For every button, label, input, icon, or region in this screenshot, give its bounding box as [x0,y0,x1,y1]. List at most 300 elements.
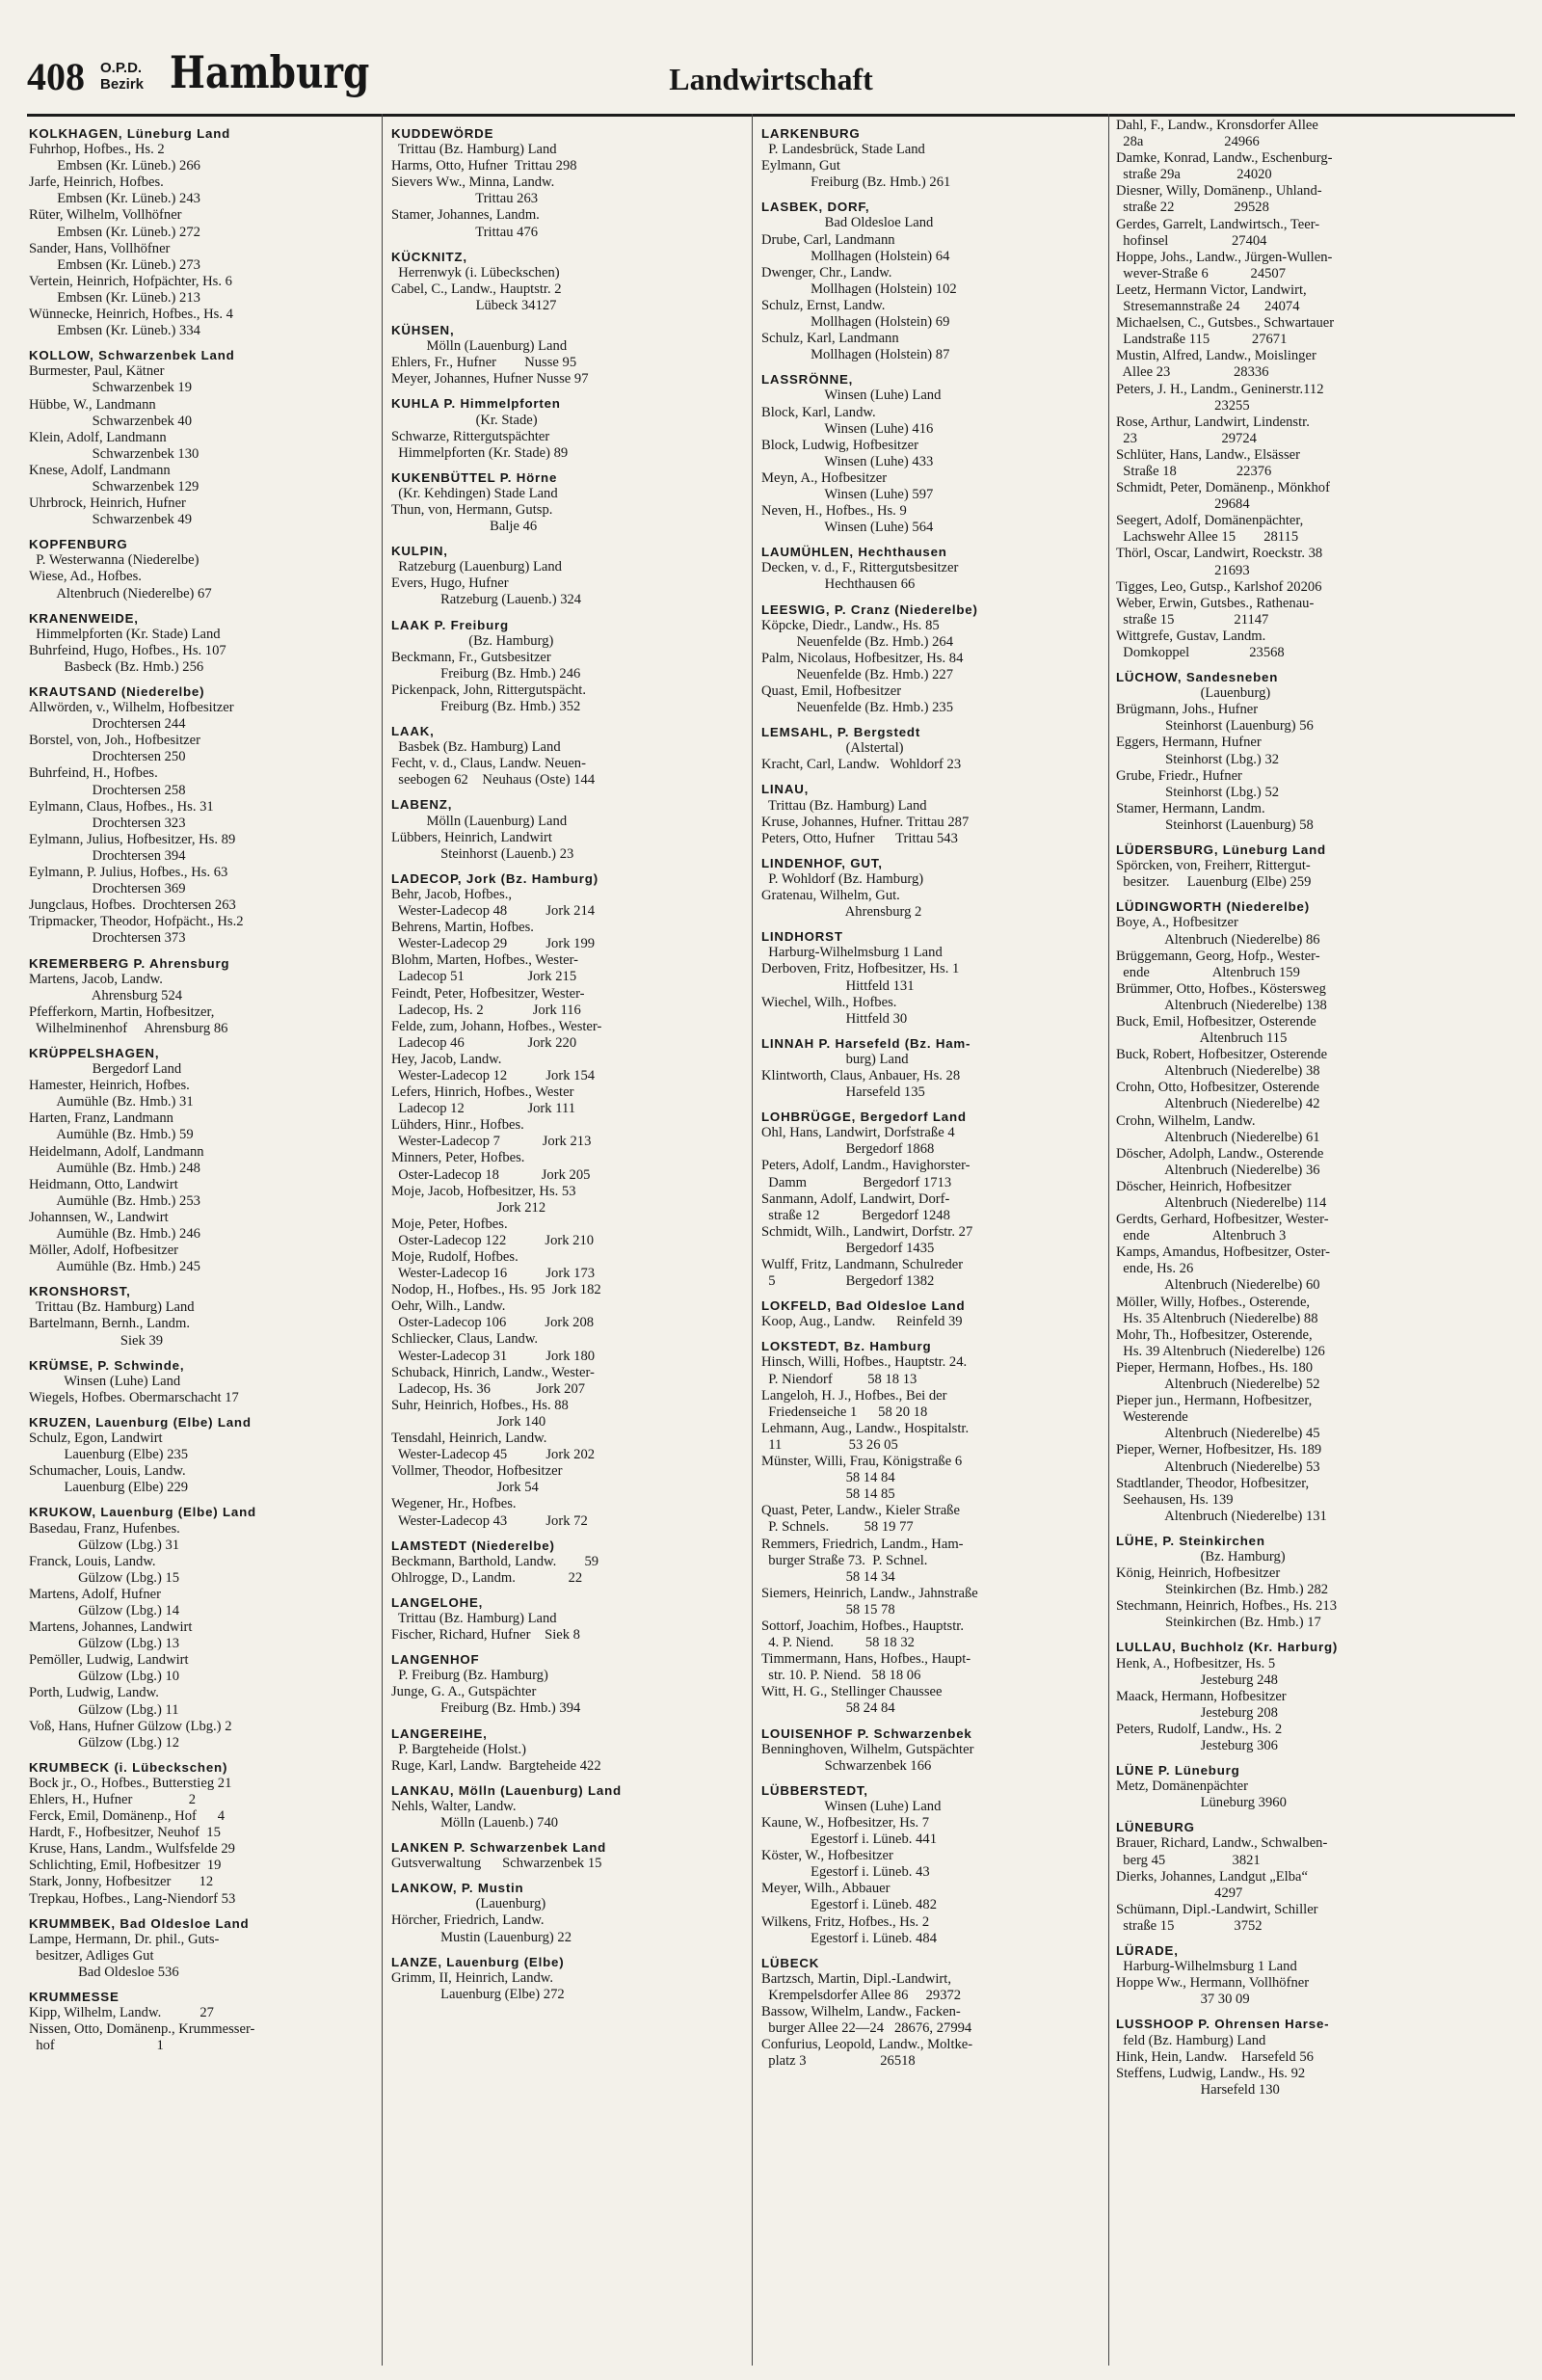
entry-line: Crohn, Otto, Hofbesitzer, Osterende [1116,1080,1319,1096]
locality-heading: KRANENWEIDE, [29,610,139,626]
locality-heading: LÜNEBURG [1116,1820,1195,1835]
entry-line: Schliecker, Claus, Landw. [391,1331,539,1348]
entry-line: Schwarzenbek 130 [29,445,199,462]
entry-line: Embsen (Kr. Lüneb.) 243 [29,191,200,207]
entry-line: Jork 54 [391,1480,539,1496]
entry-line: platz 3 26518 [761,2053,916,2070]
entry-line: Allwörden, v., Wilhelm, Hofbesitzer [29,700,234,716]
entry-line: Hoppe Ww., Hermann, Vollhöfner [1116,1975,1310,1992]
entry-line: Himmelpforten (Kr. Stade) Land [29,626,221,642]
entry-line: Ladecop, Hs. 2 Jork 116 [391,1002,581,1018]
entry-line: Beckmann, Fr., Gutsbesitzer [391,649,551,665]
entry-line: Winsen (Luhe) 597 [761,486,934,502]
entry-line: Decken, v. d., F., Rittergutsbesitzer [761,560,959,576]
entry-line: Mollhagen (Holstein) 87 [761,347,950,363]
locality-heading: LANKAU, Mölln (Lauenburg) Land [391,1782,622,1798]
locality-heading: LOKSTEDT, Bz. Hamburg [761,1339,932,1354]
entry-line: Trittau (Bz. Hamburg) Land [391,142,557,158]
entry-line: (Bz. Hamburg) [391,632,554,649]
entry-line: Steinkirchen (Bz. Hmb.) 282 [1116,1582,1329,1598]
entry-line: Krempelsdorfer Allee 86 29372 [761,1987,962,2003]
entry-line: Jesteburg 248 [1116,1671,1278,1688]
entry-line: Hittfeld 131 [761,977,915,994]
entry-line: Gutsverwaltung Schwarzenbek 15 [391,1856,602,1872]
entry-line: Uhrbrock, Heinrich, Hufner [29,495,186,512]
entry-line: Moje, Rudolf, Hofbes. [391,1249,518,1265]
entry-line: burger Allee 22—24 28676, 27994 [761,2020,972,2037]
entry-line: Schumacher, Louis, Landw. [29,1463,186,1480]
entry-line: Eggers, Hermann, Hufner [1116,735,1262,751]
entry-line: Altenbruch (Niederelbe) 138 [1116,997,1327,1013]
locality-heading: KÜHSEN, [391,323,455,338]
entry-line: Siek 39 [29,1332,164,1349]
entry-line: Basedau, Franz, Hufenbes. [29,1520,180,1537]
entry-line: Kamps, Amandus, Hofbesitzer, Oster- [1116,1244,1331,1261]
entry-line: Burmester, Paul, Kätner [29,363,165,380]
entry-line: Freiburg (Bz. Hmb.) 352 [391,699,581,714]
entry-line: Bergedorf Land [29,1061,182,1078]
locality-heading: LÜDERSBURG, Lüneburg Land [1116,842,1326,858]
entry-line: hofinsel 27404 [1116,232,1267,249]
entry-line: Spörcken, von, Freiherr, Rittergut- [1116,858,1311,874]
entry-line: Schulz, Karl, Landmann [761,331,899,347]
entry-line: Harburg-Wilhelmsburg 1 Land [761,945,943,961]
entry-line: Cabel, C., Landw., Hauptstr. 2 [391,281,562,297]
entry-line: Franck, Louis, Landw. [29,1553,156,1569]
entry-line: Sander, Hans, Vollhöfner [29,240,171,256]
entry-line: Mollhagen (Holstein) 64 [761,248,950,264]
entry-line: Lachswehr Allee 15 28115 [1116,529,1299,546]
locality-heading: LAUMÜHLEN, Hechthausen [761,545,947,560]
entry-line: Thun, von, Hermann, Gutsp. [391,501,553,518]
entry-line: P. Westerwanna (Niederelbe) [29,552,199,569]
entry-line: Drochtersen 394 [29,847,186,864]
entry-line: Oster-Ladecop 106 Jork 208 [391,1315,595,1331]
locality-heading: LEESWIG, P. Cranz (Niederelbe) [761,602,978,617]
entry-line: 5 Bergedorf 1382 [761,1273,935,1290]
entry-line: Winsen (Luhe) Land [761,1798,942,1814]
entry-line: Stresemannstraße 24 24074 [1116,299,1300,315]
entry-line: Stamer, Johannes, Landm. [391,207,540,224]
entry-line: Crohn, Wilhelm, Landw. [1116,1112,1256,1129]
entry-line: Drochtersen 244 [29,716,186,733]
entry-line: Hoppe, Johs., Landw., Jürgen-Wullen- [1116,249,1333,265]
entry-line: Steinhorst (Lauenburg) 56 [1116,718,1314,735]
entry-line: Ahrensburg 2 [761,904,922,921]
locality-heading: KRUMBECK (i. Lübeckschen) [29,1759,228,1775]
entry-line: Altenbruch (Niederelbe) 131 [1116,1508,1327,1524]
entry-line: Winsen (Luhe) 433 [761,453,934,469]
entry-line: Jork 140 [391,1413,546,1430]
entry-line: Buck, Robert, Hofbesitzer, Osterende [1116,1047,1328,1063]
entry-line: Witt, H. G., Stellinger Chaussee [761,1684,943,1700]
locality-heading: KUKENBÜTTEL P. Hörne [391,469,558,485]
entry-line: 58 14 85 [761,1486,895,1503]
entry-line: Gülzow (Lbg.) 15 [29,1569,180,1586]
entry-line: Harburg-Wilhelmsburg 1 Land [1116,1959,1297,1975]
entry-line: Egestorf i. Lüneb. 441 [761,1832,937,1848]
locality-heading: KOLLOW, Schwarzenbek Land [29,348,235,363]
entry-line: Altenbruch (Niederelbe) 53 [1116,1458,1320,1475]
entry-line: Maack, Hermann, Hofbesitzer [1116,1688,1287,1704]
entry-line: 4. P. Niend. 58 18 32 [761,1635,915,1651]
directory-column-3 [761,118,1114,2364]
entry-line: Schwarze, Rittergutspächter [391,428,550,444]
entry-line: Altenbruch (Niederelbe) 42 [1116,1096,1320,1112]
entry-line: straße 29a 24020 [1116,167,1272,183]
entry-line: Bergedorf 1435 [761,1240,935,1256]
entry-line: Freiburg (Bz. Hmb.) 246 [391,665,581,682]
entry-line: Wester-Ladecop 31 Jork 180 [391,1348,596,1364]
entry-line: Steinkirchen (Bz. Hmb.) 17 [1116,1615,1321,1631]
opd-label: O.P.D. [100,60,143,76]
entry-line: straße 15 3752 [1116,1917,1263,1934]
entry-line: Schulz, Egon, Landwirt [29,1431,163,1447]
entry-line: Altenbruch (Niederelbe) 61 [1116,1129,1320,1145]
locality-heading: KRONSHORST, [29,1284,131,1299]
entry-line: Altenbruch 115 [1116,1030,1288,1047]
entry-line: Pemöller, Ludwig, Landwirt [29,1652,189,1669]
entry-line: Winsen (Luhe) Land [29,1373,181,1389]
entry-line: Egestorf i. Lüneb. 43 [761,1864,930,1881]
entry-line: Kipp, Wilhelm, Landw. 27 [29,2005,214,2021]
entry-line: hof 1 [29,2038,164,2054]
entry-line: Schwarzenbek 49 [29,512,193,528]
entry-line: Ladecop 12 Jork 111 [391,1101,576,1117]
entry-line: Altenbruch (Niederelbe) 67 [29,585,212,602]
entry-line: Ehlers, Fr., Hufner Nusse 95 [391,355,577,371]
entry-line: Ohl, Hans, Landwirt, Dorfstraße 4 [761,1125,955,1141]
entry-line: Rose, Arthur, Landwirt, Lindenstr. [1116,414,1310,430]
entry-line: Diesner, Willy, Domänenp., Uhland- [1116,183,1322,200]
entry-line: 4297 [1116,1885,1243,1901]
entry-line: Dwenger, Chr., Landw. [761,264,892,281]
entry-line: Minners, Peter, Hofbes. [391,1150,525,1166]
entry-line: Mollhagen (Holstein) 102 [761,281,957,297]
entry-line: Hink, Hein, Landw. Harsefeld 56 [1116,2048,1314,2065]
entry-line: Behrens, Martin, Hofbes. [391,920,534,936]
entry-line: Steinhorst (Lbg.) 52 [1116,784,1280,800]
entry-line: Damm Bergedorf 1713 [761,1174,952,1190]
entry-line: Wilhelminenhof Ahrensburg 86 [29,1020,228,1036]
entry-line: Pieper jun., Hermann, Hofbesitzer, [1116,1393,1313,1409]
entry-line: Altenbruch (Niederelbe) 45 [1116,1426,1320,1442]
entry-line: Lefers, Hinrich, Hofbes., Wester [391,1084,574,1101]
entry-line: Gerdes, Garrelt, Landwirtsch., Teer- [1116,216,1320,232]
entry-line: Altenbruch (Niederelbe) 52 [1116,1377,1320,1393]
locality-heading: LADECOP, Jork (Bz. Hamburg) [391,870,598,886]
entry-line: Heidelmann, Adolf, Landmann [29,1143,204,1160]
entry-line: Eylmann, P. Julius, Hofbes., Hs. 63 [29,865,228,881]
entry-line: Altenbruch (Niederelbe) 86 [1116,931,1320,948]
entry-line: Drube, Carl, Landmann [761,231,895,248]
entry-line: Schuback, Hinrich, Landw., Wester- [391,1364,595,1380]
entry-line: Pickenpack, John, Rittergutspächt. [391,682,586,698]
entry-line: Metz, Domänenpächter [1116,1778,1248,1795]
entry-line: Blohm, Marten, Hofbes., Wester- [391,952,579,969]
entry-line: Ladecop 46 Jork 220 [391,1034,577,1051]
entry-line: Aumühle (Bz. Hmb.) 246 [29,1226,200,1242]
entry-line: 23255 [1116,397,1250,414]
entry-line: Brüggemann, Georg, Hofp., Wester- [1116,948,1320,964]
locality-heading: LEMSAHL, P. Bergstedt [761,725,921,740]
page-header [27,40,1515,117]
locality-heading: LARKENBURG [761,126,861,141]
entry-line: Jesteburg 208 [1116,1704,1278,1721]
entry-line: Köster, W., Hofbesitzer [761,1848,893,1864]
entry-line: Egestorf i. Lüneb. 482 [761,1897,937,1913]
entry-line: Schulz, Ernst, Landw. [761,297,886,313]
entry-line: Hardt, F., Hofbesitzer, Neuhof 15 [29,1825,221,1841]
entry-line: Eylmann, Claus, Hofbes., Hs. 31 [29,798,214,815]
locality-heading: KRUMMESSE [29,1990,120,2005]
entry-line: Ohlrogge, D., Landm. 22 [391,1569,583,1586]
entry-line: Ladecop 51 Jork 215 [391,969,577,985]
entry-line: Mollhagen (Holstein) 69 [761,314,950,331]
entry-line: Hey, Jacob, Landw. [391,1051,502,1067]
entry-line: Gülzow (Lbg.) 31 [29,1537,180,1553]
entry-line: Johannsen, W., Landwirt [29,1209,169,1225]
locality-heading: LOHBRÜGGE, Bergedorf Land [761,1110,967,1125]
entry-line: Wester-Ladecop 48 Jork 214 [391,903,596,920]
entry-line: Peters, Otto, Hufner Trittau 543 [761,830,958,846]
entry-line: feld (Bz. Hamburg) Land [1116,2032,1266,2048]
entry-line: Kracht, Carl, Landw. Wohldorf 23 [761,757,962,773]
entry-line: P. Freiburg (Bz. Hamburg) [391,1668,548,1684]
entry-line: Embsen (Kr. Lüneb.) 213 [29,289,200,306]
entry-line: Stamer, Hermann, Landm. [1116,800,1265,816]
entry-line: Ehlers, H., Hufner 2 [29,1792,197,1807]
entry-line: Lüneburg 3960 [1116,1795,1287,1811]
entry-line: Leetz, Hermann Victor, Landwirt, [1116,281,1307,298]
entry-line: Benninghoven, Wilhelm, Gutspächter [761,1741,974,1757]
entry-line: Drochtersen 250 [29,749,186,765]
entry-line: Nehls, Walter, Landw. [391,1798,517,1814]
entry-line: P. Landesbrück, Stade Land [761,142,925,158]
entry-line: burg) Land [761,1051,909,1067]
entry-line: Tigges, Leo, Gutsp., Karlshof 20206 [1116,578,1322,595]
entry-line: Ferck, Emil, Domänenp., Hof 4 [29,1808,226,1825]
entry-line: Vertein, Heinrich, Hofpächter, Hs. 6 [29,273,232,289]
entry-line: Steinhorst (Lauenburg) 58 [1116,816,1314,833]
entry-line: Aumühle (Bz. Hmb.) 59 [29,1127,194,1143]
entry-line: Wulff, Fritz, Landmann, Schulreder [761,1257,964,1272]
entry-line: Gülzow (Lbg.) 14 [29,1602,180,1618]
entry-line: straße 12 Bergedorf 1248 [761,1207,950,1223]
entry-line: Wittgrefe, Gustav, Landm. [1116,628,1266,644]
locality-heading: LÜDINGWORTH (Niederelbe) [1116,899,1310,915]
entry-line: Harten, Franz, Landmann [29,1110,173,1127]
entry-line: Schwarzenbek 19 [29,380,193,396]
entry-line: Fecht, v. d., Claus, Landw. Neuen- [391,756,586,772]
entry-line: P. Schnels. 58 19 77 [761,1519,914,1536]
locality-heading: LÜCHOW, Sandesneben [1116,670,1279,685]
entry-line: Block, Karl, Landw. [761,404,876,420]
entry-line: Quast, Peter, Landw., Kieler Straße [761,1503,960,1519]
entry-line: Neuenfelde (Bz. Hmb.) 264 [761,633,953,650]
entry-line: Tensdahl, Heinrich, Landw. [391,1431,547,1447]
entry-line: (Alstertal) [761,740,904,757]
entry-line: Sottorf, Joachim, Hofbes., Hauptstr. [761,1618,964,1634]
locality-heading: LÜBECK [761,1955,820,1970]
entry-line: Neuenfelde (Bz. Hmb.) 235 [761,700,953,716]
entry-line: Confurius, Leopold, Landw., Moltke- [761,2037,973,2053]
entry-line: Mölln (Lauenburg) Land [391,338,568,355]
column-divider [382,114,383,2366]
entry-line: Thörl, Oscar, Landwirt, Roeckstr. 38 [1116,546,1323,562]
entry-line: Buck, Emil, Hofbesitzer, Osterende [1116,1013,1316,1030]
locality-heading: LÜBBERSTEDT, [761,1782,868,1798]
locality-heading: KÜCKNITZ, [391,249,467,264]
directory-column-1 [29,118,382,2364]
directory-column-2 [391,118,744,2364]
entry-line: Martens, Jacob, Landw. [29,971,163,987]
entry-line: Lauenburg (Elbe) 235 [29,1447,189,1463]
entry-line: ende, Hs. 26 [1116,1261,1194,1277]
entry-line: Schwarzenbek 40 [29,413,193,429]
entry-line: Vollmer, Theodor, Hofbesitzer [391,1463,563,1480]
entry-line: Voß, Hans, Hufner Gülzow (Lbg.) 2 [29,1718,232,1734]
locality-heading: LANKOW, P. Mustin [391,1881,524,1896]
entry-line: 23 29724 [1116,430,1257,446]
entry-line: Jesteburg 306 [1116,1738,1278,1753]
locality-heading: LULLAU, Buchholz (Kr. Harburg) [1116,1640,1339,1655]
entry-line: P. Wohldorf (Bz. Hamburg) [761,870,924,887]
entry-line: Landstraße 115 27671 [1116,332,1288,348]
entry-line: Basbek (Bz. Hamburg) Land [391,739,561,756]
entry-line: Altenbruch (Niederelbe) 38 [1116,1063,1320,1080]
locality-heading: KULPIN, [391,544,448,559]
entry-line: 37 30 09 [1116,1992,1250,2008]
entry-line: Peters, J. H., Landm., Geninerstr.112 [1116,381,1324,397]
entry-line: Evers, Hugo, Hufner [391,575,509,592]
entry-line: P. Niendorf 58 18 13 [761,1371,917,1387]
entry-line: Trittau 476 [391,224,539,240]
entry-line: Nissen, Otto, Domänenp., Krummesser- [29,2021,255,2038]
entry-line: besitzer. Lauenburg (Elbe) 259 [1116,874,1312,891]
entry-line: Winsen (Luhe) 416 [761,420,934,437]
entry-line: Henk, A., Hofbesitzer, Hs. 5 [1116,1655,1276,1671]
entry-line: Lübeck 34127 [391,297,557,313]
entry-line: Feindt, Peter, Hofbesitzer, Wester- [391,985,585,1002]
entry-line: Steinhorst (Lbg.) 32 [1116,751,1280,767]
entry-line: Damke, Konrad, Landw., Eschenburg- [1116,150,1333,167]
entry-line: Lauenburg (Elbe) 229 [29,1480,189,1496]
entry-line: Möller, Willy, Hofbes., Osterende, [1116,1294,1311,1310]
entry-line: Brümmer, Otto, Hofbes., Köstersweg [1116,980,1326,997]
entry-line: Altenbruch (Niederelbe) 36 [1116,1162,1320,1178]
locality-heading: LANGELOHE, [391,1594,484,1610]
entry-line: Trittau (Bz. Hamburg) Land [761,797,927,814]
locality-heading: KOPFENBURG [29,537,128,552]
entry-line: Bock jr., O., Hofbes., Butterstieg 21 [29,1775,232,1791]
entry-line: König, Heinrich, Hofbesitzer [1116,1565,1281,1582]
entry-line: Lauenburg (Elbe) 272 [391,1986,565,2002]
entry-line: Weber, Erwin, Gutsbes., Rathenau- [1116,595,1315,611]
entry-line: Lampe, Hermann, Dr. phil., Guts- [29,1931,220,1947]
entry-line: Wiegels, Hofbes. Obermarschacht 17 [29,1389,239,1405]
entry-line: Trittau (Bz. Hamburg) Land [391,1610,557,1626]
entry-line: Dahl, F., Landw., Kronsdorfer Allee [1116,118,1318,133]
entry-line: Ratzeburg (Lauenb.) 324 [391,592,582,608]
entry-line: 21693 [1116,562,1250,578]
entry-line: seebogen 62 Neuhaus (Oste) 144 [391,772,596,789]
entry-line: Schmidt, Wilh., Landwirt, Dorfstr. 27 [761,1223,973,1240]
entry-line: Friedenseiche 1 58 20 18 [761,1404,928,1420]
entry-line: Tripmacker, Theodor, Hofpächt., Hs.2 [29,914,244,930]
entry-line: Brügmann, Johs., Hufner [1116,702,1259,718]
entry-line: burger Straße 73. P. Schnel. [761,1552,928,1568]
entry-line: Egestorf i. Lüneb. 484 [761,1930,937,1946]
entry-line: Eylmann, Julius, Hofbesitzer, Hs. 89 [29,831,236,847]
entry-line: Oehr, Wilh., Landw. [391,1298,506,1315]
entry-line: Michaelsen, C., Gutsbes., Schwartauer [1116,315,1335,332]
locality-heading: KOLKHAGEN, Lüneburg Land [29,126,231,141]
entry-line: Bartelmann, Bernh., Landm. [29,1316,190,1332]
entry-line: Hittfeld 30 [761,1010,908,1027]
entry-line: Aumühle (Bz. Hmb.) 253 [29,1192,200,1209]
entry-line: Ruge, Karl, Landw. Bargteheide 422 [391,1757,601,1774]
entry-line: Porth, Ludwig, Landw. [29,1685,159,1701]
locality-heading: LUSSHOOP P. Ohrensen Harse- [1116,2017,1330,2032]
entry-line: 58 24 84 [761,1700,895,1717]
entry-line: Langeloh, H. J., Hofbes., Bei der [761,1387,947,1404]
entry-line: Seehausen, Hs. 139 [1116,1491,1234,1508]
entry-line: straße 22 29528 [1116,200,1269,216]
entry-line: Lehmann, Aug., Landw., Hospitalstr. [761,1420,970,1436]
locality-heading: LINNAH P. Harsefeld (Bz. Ham- [761,1035,971,1051]
entry-line: Hs. 35 Altenbruch (Niederelbe) 88 [1116,1310,1318,1326]
locality-heading: KRUKOW, Lauenburg (Elbe) Land [29,1505,256,1520]
entry-line: Klein, Adolf, Landmann [29,429,167,445]
entry-line: Drochtersen 373 [29,930,186,947]
entry-line: Derboven, Fritz, Hofbesitzer, Hs. 1 [761,961,960,977]
entry-line: Freiburg (Bz. Hmb.) 261 [761,174,951,191]
entry-line: Wiechel, Wilh., Hofbes. [761,994,897,1010]
entry-line: 58 14 34 [761,1568,895,1585]
entry-line: Timmermann, Hans, Hofbes., Haupt- [761,1651,971,1668]
locality-heading: LABENZ, [391,797,453,813]
entry-line: Balje 46 [391,519,538,535]
entry-line: Mölln (Lauenb.) 740 [391,1815,559,1831]
entry-line: Schlichting, Emil, Hofbesitzer 19 [29,1858,222,1874]
locality-heading: LINDHORST [761,929,843,945]
entry-line: Klintworth, Claus, Anbauer, Hs. 28 [761,1067,961,1083]
entry-line: berg 45 3821 [1116,1852,1261,1868]
entry-line: Borstel, von, Joh., Hofbesitzer [29,733,200,749]
entry-line: Basbeck (Bz. Hmb.) 256 [29,658,204,675]
entry-line: ende Altenbruch 159 [1116,964,1300,980]
entry-line: Palm, Nicolaus, Hofbesitzer, Hs. 84 [761,650,964,666]
entry-line: Meyn, A., Hofbesitzer [761,469,888,486]
entry-line: Grube, Friedr., Hufner [1116,767,1242,784]
entry-line: Seegert, Adolf, Domänenpächter, [1116,513,1304,529]
entry-line: Wegener, Hr., Hofbes. [391,1496,517,1512]
entry-line: Gratenau, Wilhelm, Gut. [761,888,900,904]
locality-heading: LASSRÖNNE, [761,372,854,388]
entry-line: Bergedorf 1868 [761,1141,935,1158]
entry-line: Trepkau, Hofbes., Lang-Niendorf 53 [29,1890,236,1907]
entry-line: Buhrfeind, H., Hofbes. [29,765,158,782]
entry-line: Trittau 263 [391,191,539,207]
entry-line: Eylmann, Gut [761,158,840,174]
entry-line: Münster, Willi, Frau, Königstraße 6 [761,1454,963,1470]
entry-line: Embsen (Kr. Lüneb.) 266 [29,158,200,174]
entry-line: Bassow, Wilhelm, Landw., Facken- [761,2004,961,2020]
entry-line: (Lauenburg) [391,1896,546,1912]
page-number: 408 [27,55,85,98]
entry-line: Hamester, Heinrich, Hofbes. [29,1078,190,1094]
